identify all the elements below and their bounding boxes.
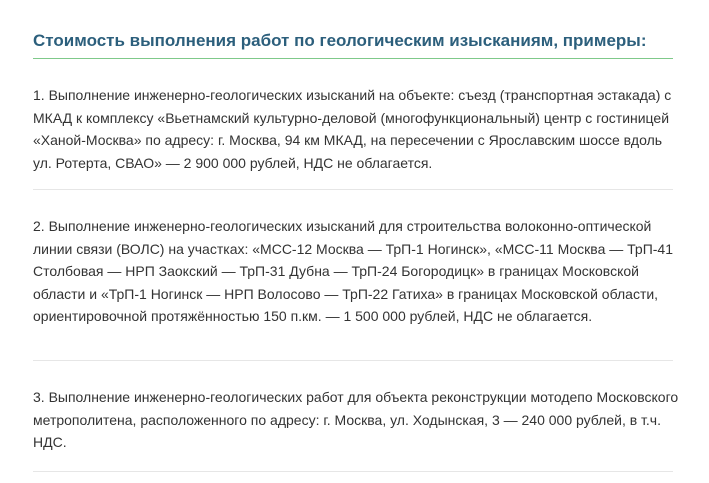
example-divider-3	[33, 471, 673, 472]
title-underline	[33, 58, 673, 59]
example-divider-1	[33, 189, 673, 190]
example-item-3: 3. Выполнение инженерно-геологических работ для объекта реконструкции мотодепо Московского метрополитена, расположенного по адресу: г. Москва, ул. Ходынская, 3 — 240 000 рублей, в т.ч. НДС.	[33, 389, 679, 450]
example-item-2: 2. Выполнение инженерно-геологических изысканий для строительства волоконно-оптической линии связи (ВОЛС) на участках: «МСС-12 Москва — ТрП-1 Ногинск», «МСС-11 Москва — ТрП-41 Столбовая — НРП Заокский — ТрП-31 Дубна — ТрП-24 Богородицк» в границах Московской области и «ТрП-1 Ногинск — НРП Волосово — ТрП-22 Гатиха» в границах Московской области, ориентировочной протяжённостью 150 п.км. — 1 500 000 рублей, НДС не облагается.	[33, 218, 674, 324]
section-title: Стоимость выполнения работ по геологическим изысканиям, примеры:	[33, 31, 647, 50]
example-item-1: 1. Выполнение инженерно-геологических изысканий на объекте: съезд (транспортная эстакада) с МКАД к комплексу «Вьетнамский культурно-деловой (многофункциональный) центр с гостиницей «Ханой-Москва» по адресу: г. Москва, 94 км МКАД, на пересечении с Ярославским шоссе вдоль ул. Ротерта, СВАО» — 2 900 000 рублей, НДС не облагается.	[33, 87, 672, 171]
example-divider-2	[33, 360, 673, 361]
